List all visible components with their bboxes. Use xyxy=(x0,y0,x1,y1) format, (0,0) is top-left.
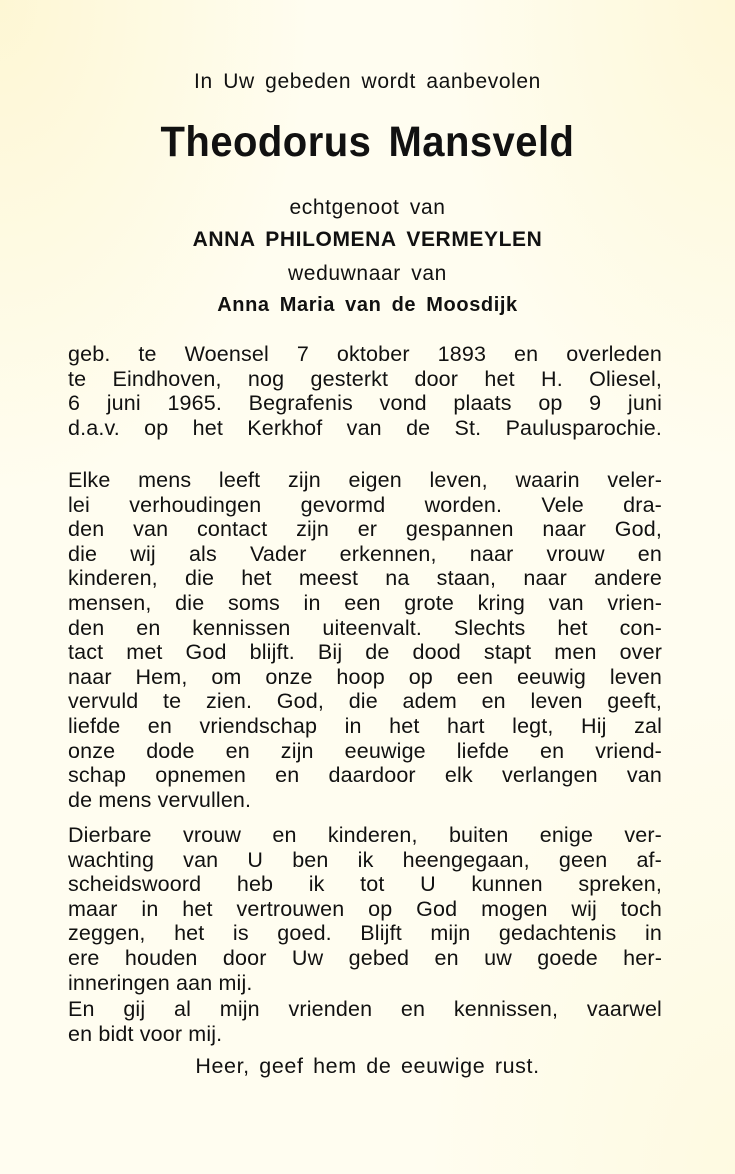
biography-paragraph xyxy=(68,342,662,440)
biography-line: geb. te Woensel 7 oktober 1893 en overleden xyxy=(68,342,662,366)
reflection-line: mensen, die soms in een grote kring van vrien- xyxy=(68,590,662,615)
relation-spouse-label: echtgenoot van xyxy=(289,196,446,219)
farewell-line: ere houden door Uw gebed en uw goede her- xyxy=(68,945,662,970)
biography-line: te Eindhoven, nog gesterkt door het H. Oliesel, xyxy=(68,366,662,391)
deceased-name: Theodorus Mansveld xyxy=(160,118,575,166)
farewell-line: zeggen, het is goed. Blijft mijn gedachtenis in xyxy=(68,921,662,946)
reflection-line: die wij als Vader erkennen, naar vrouw en xyxy=(68,541,662,566)
reflection-line: lei verhoudingen gevormd worden. Vele dra- xyxy=(68,492,662,517)
reflection-line: schap opnemen en daardoor elk verlangen van xyxy=(68,763,662,788)
closing-prayer: Heer, geef hem de eeuwige rust. xyxy=(195,1054,540,1078)
spouse-name-current: ANNA PHILOMENA VERMEYLEN xyxy=(192,228,543,251)
farewell-line: wachting van U ben ik heengegaan, geen af- xyxy=(68,847,662,872)
reflection-line: kinderen, die het meest na staan, naar andere xyxy=(68,566,662,591)
friends-line: en bidt voor mij. xyxy=(68,1021,223,1046)
farewell-paragraph xyxy=(68,823,662,995)
reflection-line: de mens vervullen. xyxy=(68,787,252,812)
spouse-name-former: Anna Maria van de Moosdijk xyxy=(217,294,518,316)
farewell-line: Dierbare vrouw en kinderen, buiten enige ver- xyxy=(68,823,662,847)
intro-line: In Uw gebeden wordt aanbevolen xyxy=(194,70,541,93)
farewell-line: scheidswoord heb ik tot U kunnen spreken, xyxy=(68,872,662,897)
reflection-line: liefde en vriendschap in het hart legt, Hij zal xyxy=(68,713,662,738)
reflection-line: naar Hem, om onze hoop op een eeuwig leven xyxy=(68,664,662,689)
biography-line: 6 juni 1965. Begrafenis vond plaats op 9 juni xyxy=(68,391,662,416)
farewell-line: inneringen aan mij. xyxy=(68,970,253,995)
relation-widower-label: weduwnaar van xyxy=(288,262,447,285)
reflection-line: den van contact zijn er gespannen naar God, xyxy=(68,517,662,542)
reflection-line: onze dode en zijn eeuwige liefde en vriend- xyxy=(68,738,662,763)
farewell-line: maar in het vertrouwen op God mogen wij toch xyxy=(68,896,662,921)
reflection-line: den en kennissen uiteenvalt. Slechts het con- xyxy=(68,615,662,640)
reflection-line: vervuld te zien. God, die adem en leven geeft, xyxy=(68,689,662,714)
reflection-line: Elke mens leeft zijn eigen leven, waarin veler- xyxy=(68,468,662,492)
reflection-line: tact met God blijft. Bij de dood stapt men over xyxy=(68,640,662,665)
biography-line: d.a.v. op het Kerkhof van de St. Paulusparochie. xyxy=(68,415,662,440)
friends-line: En gij al mijn vrienden en kennissen, vaarwel xyxy=(68,997,662,1021)
friends-paragraph xyxy=(68,997,662,1046)
reflection-paragraph xyxy=(68,468,662,812)
